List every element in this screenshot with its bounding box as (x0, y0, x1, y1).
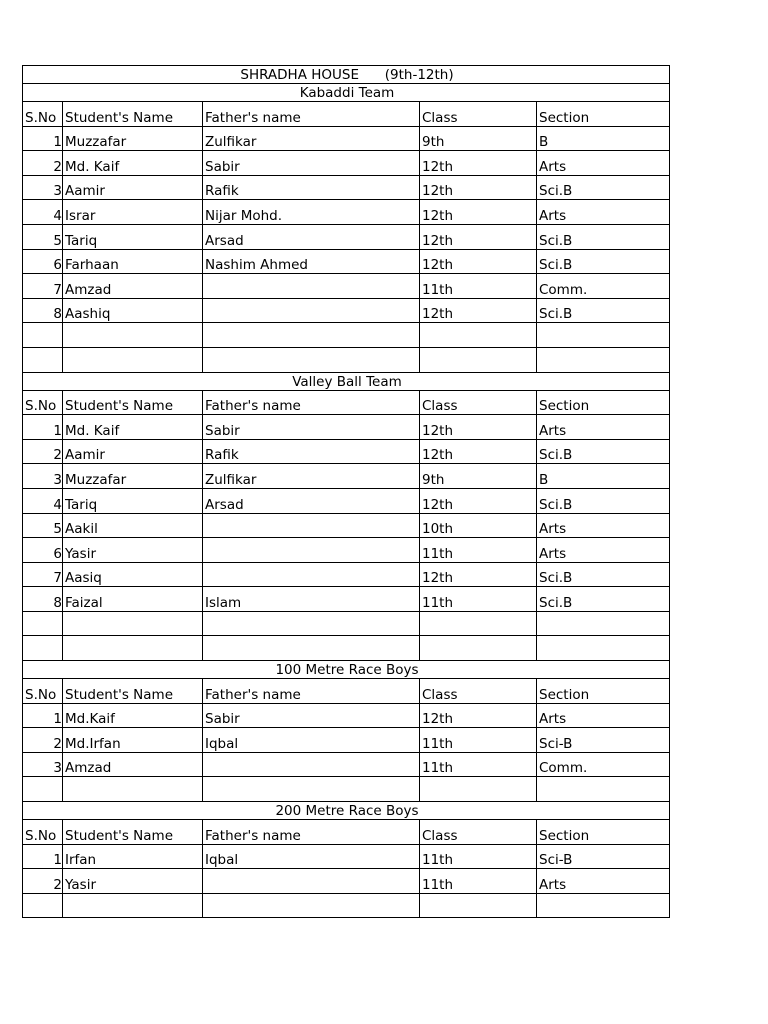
cell-student-name: Yasir (63, 538, 203, 563)
cell-section: Sci.B (537, 587, 670, 612)
empty-cell (203, 893, 420, 918)
cell-sno: 8 (23, 587, 63, 612)
cell-sno: 2 (23, 439, 63, 464)
cell-class: 12th (420, 151, 537, 176)
cell-class: 11th (420, 538, 537, 563)
cell-father-name: Iqbal (203, 844, 420, 869)
cell-father-name: Arsad (203, 488, 420, 513)
cell-sno: 3 (23, 464, 63, 489)
cell-section: Arts (537, 538, 670, 563)
empty-cell (537, 893, 670, 918)
cell-father-name (203, 274, 420, 299)
cell-student-name: Irfan (63, 844, 203, 869)
cell-father-name: Sabir (203, 151, 420, 176)
house-title: SHRADHA HOUSE (9th-12th) (240, 67, 454, 83)
header-father-name: Father's name (203, 820, 420, 845)
table-row (23, 151, 670, 176)
header-class: Class (420, 820, 537, 845)
cell-sno: 1 (23, 703, 63, 728)
empty-cell (420, 893, 537, 918)
column-header-row (23, 390, 670, 415)
empty-cell (537, 636, 670, 661)
table-row (23, 175, 670, 200)
cell-class: 10th (420, 513, 537, 538)
section-title: Kabaddi Team (23, 84, 670, 102)
cell-student-name: Amzad (63, 274, 203, 299)
empty-cell (63, 611, 203, 636)
cell-sno: 7 (23, 562, 63, 587)
cell-class: 11th (420, 274, 537, 299)
empty-cell (23, 893, 63, 918)
table-row (23, 562, 670, 587)
header-section: Section (537, 820, 670, 845)
cell-sno: 7 (23, 274, 63, 299)
column-header-row (23, 102, 670, 127)
cell-sno: 6 (23, 249, 63, 274)
cell-father-name (203, 562, 420, 587)
cell-section: Sci.B (537, 175, 670, 200)
table-row (23, 587, 670, 612)
cell-father-name: Nashim Ahmed (203, 249, 420, 274)
cell-father-name: Rafik (203, 439, 420, 464)
table-row (23, 844, 670, 869)
cell-section: Arts (537, 513, 670, 538)
empty-cell (23, 323, 63, 348)
cell-sno: 5 (23, 224, 63, 249)
cell-section: Sci.B (537, 439, 670, 464)
cell-student-name: Md. Kaif (63, 151, 203, 176)
cell-class: 12th (420, 249, 537, 274)
header-sno: S.No (23, 102, 63, 127)
cell-section: Arts (537, 200, 670, 225)
cell-class: 9th (420, 464, 537, 489)
cell-section: Comm. (537, 752, 670, 777)
cell-sno: 2 (23, 728, 63, 753)
sheet-body (23, 66, 670, 918)
cell-section: Sci.B (537, 224, 670, 249)
cell-section: Arts (537, 703, 670, 728)
header-class: Class (420, 390, 537, 415)
cell-section: Sci.B (537, 298, 670, 323)
cell-father-name: Iqbal (203, 728, 420, 753)
cell-father-name (203, 752, 420, 777)
cell-section: Sci.B (537, 249, 670, 274)
cell-section: Sci-B (537, 844, 670, 869)
header-student-name: Student's Name (63, 679, 203, 704)
cell-class: 12th (420, 415, 537, 440)
cell-section: Arts (537, 415, 670, 440)
house-sports-sheet (22, 65, 670, 918)
empty-cell (537, 777, 670, 802)
empty-cell (420, 636, 537, 661)
cell-class: 12th (420, 488, 537, 513)
cell-sno: 1 (23, 126, 63, 151)
header-student-name: Student's Name (63, 820, 203, 845)
section-title-row (23, 372, 670, 390)
header-class: Class (420, 102, 537, 127)
cell-student-name: Md.Kaif (63, 703, 203, 728)
cell-father-name: Rafik (203, 175, 420, 200)
cell-sno: 1 (23, 415, 63, 440)
empty-row (23, 636, 670, 661)
cell-section: Sci.B (537, 562, 670, 587)
cell-class: 12th (420, 298, 537, 323)
column-header-row (23, 820, 670, 845)
empty-cell (63, 893, 203, 918)
cell-class: 12th (420, 439, 537, 464)
cell-class: 11th (420, 587, 537, 612)
empty-cell (420, 777, 537, 802)
header-section: Section (537, 679, 670, 704)
cell-class: 9th (420, 126, 537, 151)
cell-class: 11th (420, 752, 537, 777)
header-father-name: Father's name (203, 390, 420, 415)
cell-section: Comm. (537, 274, 670, 299)
table-row (23, 200, 670, 225)
cell-student-name: Yasir (63, 869, 203, 894)
cell-student-name: Tariq (63, 224, 203, 249)
table-row (23, 274, 670, 299)
cell-student-name: Muzzafar (63, 126, 203, 151)
table-row (23, 752, 670, 777)
header-student-name: Student's Name (63, 102, 203, 127)
header-father-name: Father's name (203, 679, 420, 704)
cell-student-name: Aamir (63, 439, 203, 464)
table-row (23, 869, 670, 894)
empty-cell (203, 636, 420, 661)
cell-student-name: Md. Kaif (63, 415, 203, 440)
empty-cell (23, 636, 63, 661)
header-section: Section (537, 390, 670, 415)
cell-sno: 2 (23, 151, 63, 176)
cell-class: 12th (420, 224, 537, 249)
empty-cell (63, 636, 203, 661)
empty-cell (420, 323, 537, 348)
cell-father-name (203, 538, 420, 563)
empty-row (23, 323, 670, 348)
cell-section: Arts (537, 151, 670, 176)
header-father-name: Father's name (203, 102, 420, 127)
empty-cell (420, 611, 537, 636)
table-row (23, 513, 670, 538)
table-row (23, 538, 670, 563)
cell-student-name: Md.Irfan (63, 728, 203, 753)
cell-father-name: Arsad (203, 224, 420, 249)
cell-class: 12th (420, 200, 537, 225)
header-sno: S.No (23, 390, 63, 415)
empty-cell (537, 323, 670, 348)
section-title-row (23, 802, 670, 820)
cell-class: 11th (420, 869, 537, 894)
cell-father-name: Sabir (203, 703, 420, 728)
header-class: Class (420, 679, 537, 704)
table-row (23, 126, 670, 151)
table-row (23, 464, 670, 489)
table-row (23, 415, 670, 440)
table-row (23, 703, 670, 728)
cell-section: B (537, 464, 670, 489)
cell-class: 11th (420, 844, 537, 869)
cell-sno: 2 (23, 869, 63, 894)
empty-row (23, 611, 670, 636)
empty-cell (420, 347, 537, 372)
cell-father-name: Nijar Mohd. (203, 200, 420, 225)
cell-section: Sci-B (537, 728, 670, 753)
cell-sno: 6 (23, 538, 63, 563)
table-row (23, 249, 670, 274)
cell-student-name: Tariq (63, 488, 203, 513)
cell-section: Arts (537, 869, 670, 894)
cell-student-name: Aakil (63, 513, 203, 538)
cell-student-name: Aamir (63, 175, 203, 200)
cell-father-name (203, 513, 420, 538)
cell-student-name: Aashiq (63, 298, 203, 323)
table-row (23, 728, 670, 753)
cell-section: Sci.B (537, 488, 670, 513)
cell-sno: 5 (23, 513, 63, 538)
empty-cell (203, 347, 420, 372)
cell-sno: 4 (23, 488, 63, 513)
empty-cell (23, 777, 63, 802)
house-title-cell (23, 66, 670, 84)
cell-sno: 4 (23, 200, 63, 225)
cell-father-name: Zulfikar (203, 126, 420, 151)
cell-father-name: Islam (203, 587, 420, 612)
column-header-row (23, 679, 670, 704)
cell-sno: 3 (23, 175, 63, 200)
header-student-name: Student's Name (63, 390, 203, 415)
header-sno: S.No (23, 679, 63, 704)
cell-section: B (537, 126, 670, 151)
cell-sno: 8 (23, 298, 63, 323)
empty-cell (63, 347, 203, 372)
empty-row (23, 777, 670, 802)
empty-cell (63, 323, 203, 348)
cell-father-name (203, 869, 420, 894)
empty-cell (63, 777, 203, 802)
cell-father-name: Sabir (203, 415, 420, 440)
cell-father-name (203, 298, 420, 323)
section-title: 100 Metre Race Boys (23, 661, 670, 679)
header-sno: S.No (23, 820, 63, 845)
table-row (23, 298, 670, 323)
section-title: 200 Metre Race Boys (23, 802, 670, 820)
cell-class: 11th (420, 728, 537, 753)
empty-cell (537, 347, 670, 372)
cell-student-name: Israr (63, 200, 203, 225)
empty-cell (203, 323, 420, 348)
empty-cell (23, 611, 63, 636)
empty-cell (203, 611, 420, 636)
empty-row (23, 347, 670, 372)
section-title-row (23, 661, 670, 679)
empty-cell (537, 611, 670, 636)
cell-sno: 3 (23, 752, 63, 777)
section-title: Valley Ball Team (23, 372, 670, 390)
empty-cell (23, 347, 63, 372)
cell-father-name: Zulfikar (203, 464, 420, 489)
cell-student-name: Amzad (63, 752, 203, 777)
cell-sno: 1 (23, 844, 63, 869)
cell-class: 12th (420, 703, 537, 728)
empty-row (23, 893, 670, 918)
house-title-row (23, 66, 670, 84)
table-row (23, 488, 670, 513)
cell-class: 12th (420, 175, 537, 200)
cell-student-name: Farhaan (63, 249, 203, 274)
cell-student-name: Aasiq (63, 562, 203, 587)
table-row (23, 439, 670, 464)
section-title-row (23, 84, 670, 102)
empty-cell (203, 777, 420, 802)
cell-student-name: Faizal (63, 587, 203, 612)
cell-student-name: Muzzafar (63, 464, 203, 489)
cell-class: 12th (420, 562, 537, 587)
header-section: Section (537, 102, 670, 127)
table-row (23, 224, 670, 249)
